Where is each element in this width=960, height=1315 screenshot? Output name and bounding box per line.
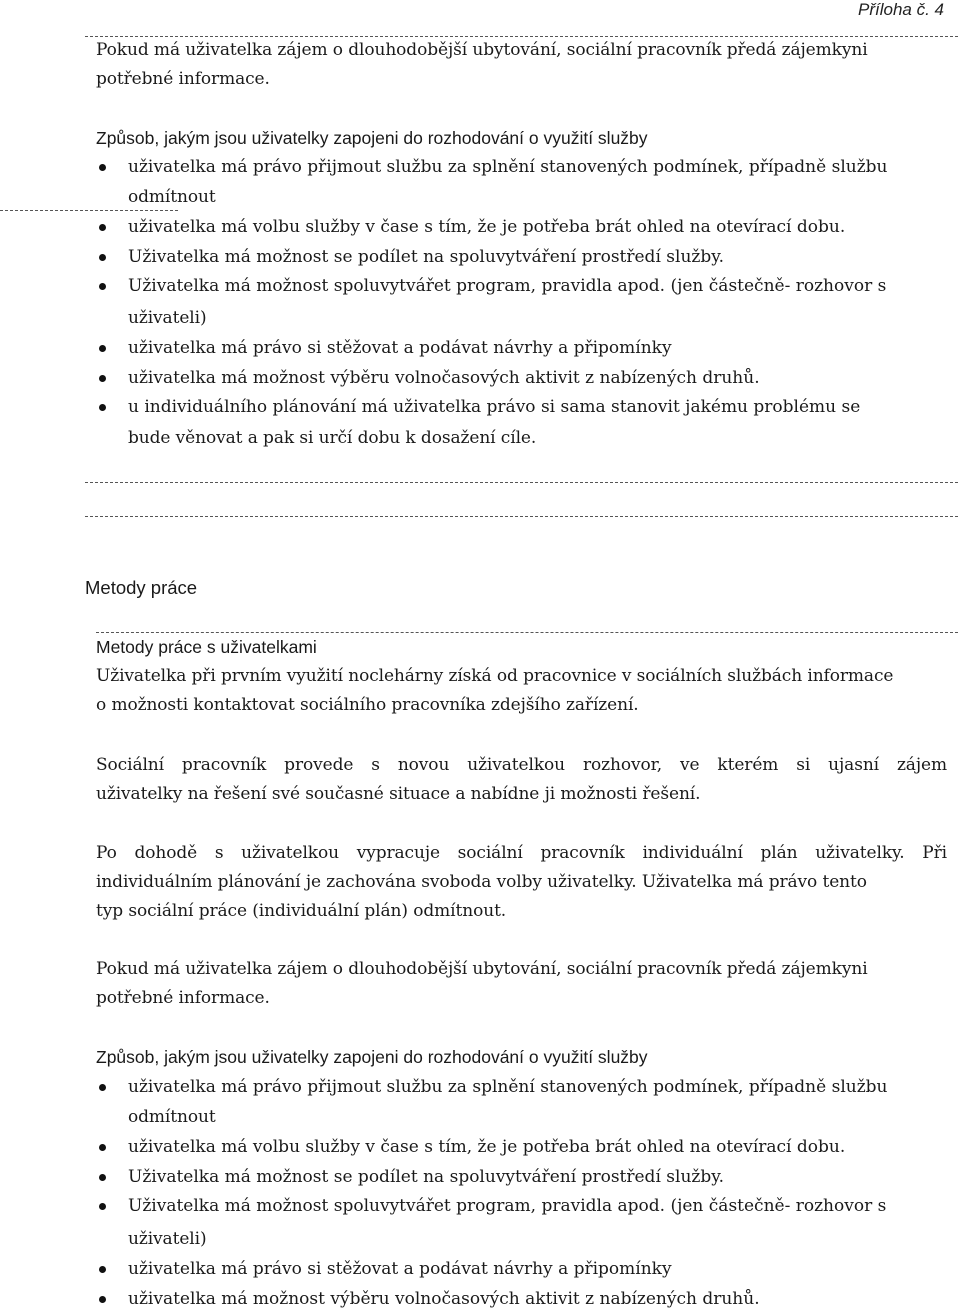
list-item: Uživatelka má možnost spoluvytvářet program, pravidla apod. (jen částečně- rozhovor s [96, 272, 886, 302]
list-item: u individuálního plánování má uživatelka právo si sama stanovit jakému problému se [96, 393, 860, 423]
intro-paragraph-line: Pokud má uživatelka zájem o dlouhodobější ubytování, sociální pracovník předá zájemkyni [96, 40, 868, 60]
list-item-continuation: odmítnout [128, 187, 216, 207]
divider [85, 516, 958, 517]
list-item: Uživatelka má možnost se podílet na spoluvytváření prostředí služby. [96, 1163, 886, 1193]
list-item-continuation: bude věnovat a pak si určí dobu k dosažení cíle. [128, 428, 537, 448]
paragraph-line: o možnosti kontaktovat sociálního pracovníka zdejšího zařízení. [96, 695, 639, 715]
paragraph-line: individuálním plánování je zachována svoboda volby uživatelky. Uživatelka má právo tento [96, 872, 867, 892]
intro-paragraph-line: potřebné informace. [96, 69, 270, 89]
divider [85, 482, 958, 483]
rights-list [96, 334, 860, 423]
list-item: uživatelka má volbu služby v čase s tím, že je potřeba brát ohled na otevírací dobu. [96, 1133, 886, 1163]
paragraph-line: typ sociální práce (individuální plán) odmítnout. [96, 901, 507, 921]
list-item-continuation: uživateli) [128, 308, 207, 328]
rights-list [96, 153, 888, 183]
rights-list [96, 1255, 760, 1314]
list-item: uživatelka má volbu služby v čase s tím, že je potřeba brát ohled na otevírací dobu. [96, 213, 886, 243]
rights-list [96, 1133, 886, 1222]
list-item: Uživatelka má možnost spoluvytvářet program, pravidla apod. (jen částečně- rozhovor s [96, 1192, 886, 1222]
intro-paragraph-line: Pokud má uživatelka zájem o dlouhodobější ubytování, sociální pracovník předá zájemkyni [96, 959, 868, 979]
section-title: Způsob, jakým jsou uživatelky zapojeni do rozhodování o využití služby [96, 1047, 648, 1067]
list-item: uživatelka má právo si stěžovat a podávat návrhy a připomínky [96, 334, 860, 364]
intro-paragraph-line: potřebné informace. [96, 988, 270, 1008]
rights-list [96, 1073, 888, 1103]
paragraph-line: Uživatelka při prvním využití noclehárny získá od pracovnice v sociálních službách informace [96, 666, 894, 686]
list-item: Uživatelka má možnost se podílet na spoluvytváření prostředí služby. [96, 243, 886, 273]
divider [0, 210, 178, 211]
paragraph-line: Sociální pracovník provede s novou uživatelkou rozhovor, ve kterém si ujasní zájem [96, 755, 947, 775]
paragraph-line: uživatelky na řešení své současné situace a nabídne ji možnosti řešení. [96, 784, 701, 804]
list-item: uživatelka má možnost výběru volnočasových aktivit z nabízených druhů. [96, 1285, 760, 1315]
list-item: uživatelka má právo si stěžovat a podávat návrhy a připomínky [96, 1255, 760, 1285]
list-item-continuation: odmítnout [128, 1107, 216, 1127]
paragraph-line: Po dohodě s uživatelkou vypracuje sociální pracovník individuální plán uživatelky. Při [96, 843, 947, 863]
methods-subheading: Metody práce s uživatelkami [96, 637, 317, 657]
list-item: uživatelka má možnost výběru volnočasových aktivit z nabízených druhů. [96, 364, 860, 394]
list-item: uživatelka má právo přijmout službu za splnění stanovených podmínek, případně službu [96, 153, 888, 183]
methods-heading: Metody práce [85, 577, 198, 598]
list-item-continuation: uživateli) [128, 1229, 207, 1249]
list-item: uživatelka má právo přijmout službu za splnění stanovených podmínek, případně službu [96, 1073, 888, 1103]
rights-list [96, 213, 886, 302]
section-title: Způsob, jakým jsou uživatelky zapojeni do rozhodování o využití služby [96, 128, 648, 148]
attachment-label: Příloha č. 4 [858, 0, 944, 19]
